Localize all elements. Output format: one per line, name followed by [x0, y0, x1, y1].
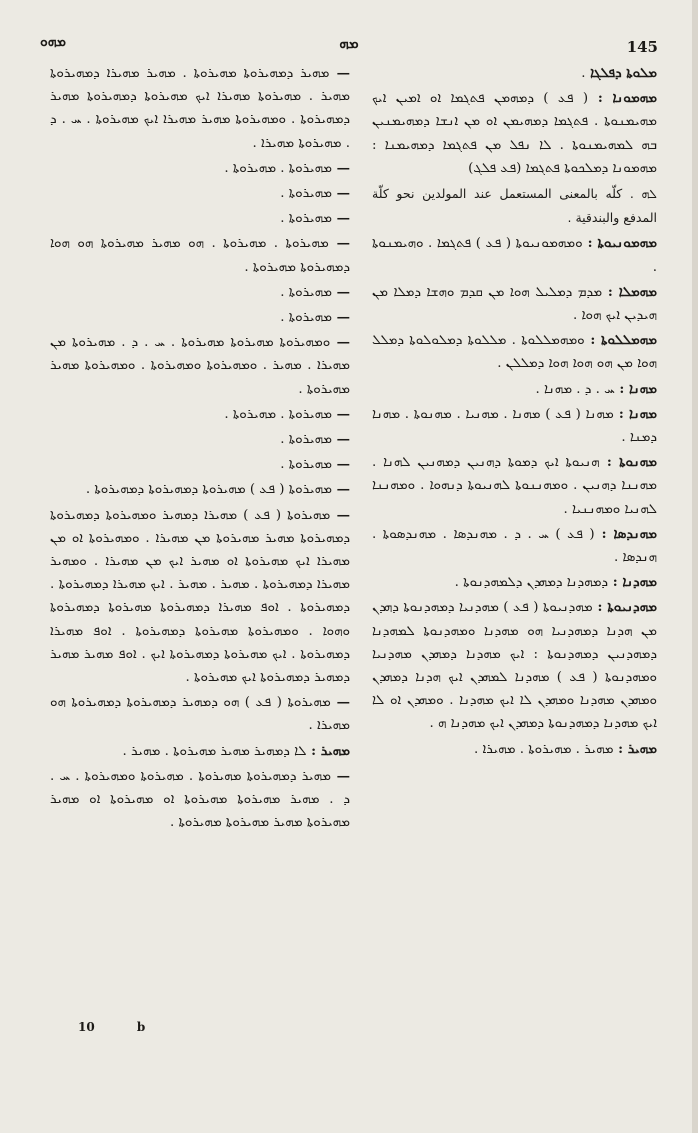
entry-definition: ܡܗܝܪ ܕܡܗܝܪܘܬܐ ܡܗܝܪܘܬܐ . ܡܗܝܪܘܬܐ ܘܡܗܝܪܘܬܐ . ܚ . ܕ . ܡܗܝܪ ܡܗܝܪܘܬܐ ܡܗܝܪܘܬܐ ܐܘ ܡܗܝܪܘܬܐ ܐܘ ܡܗܝܪ ܡܗܝܪܘܬܐ ܡܗܝܪ ܡܗܝܪܘܬܐ ܡܗܝܪܘܬܐ . [50, 768, 350, 831]
dictionary-entry [50, 281, 350, 304]
entry-definition: ܡܗܝܪܘܬܐ . ܡܗܝܪܘܬܐ . [224, 160, 332, 176]
entry-lemma: — [330, 334, 350, 351]
dictionary-entry [50, 331, 350, 401]
entry-lemma: — [330, 694, 350, 711]
entry-definition: ܘܡܗܝܪܘܬܐ ܡܗܝܪܘܬܐ ܡܗܝܪܘܬܐ . ܚ . ܕ . ܡܗܝܪܘܬܐ ܡܢ ܡܗܝܪܐ . ܡܗܝܪ . ܘܡܗܝܪܘܬܐ ܘܡܗܝܪܘܬܐ . ܘܡܗܝܪܘܬܐ ܡܗܝܪ ܡܗܝܪܘܬܐ . [50, 335, 350, 397]
entry-lemma: — [331, 159, 350, 176]
dictionary-entry [50, 691, 350, 737]
entry-definition: ( ܦܥ ) ܕܡܗܡܢ ܦܬܓܡܐ ܐܘ ܐܡܝܢ ܐܝܟ ܡܗܝܡܢܘܬܐ . ܦܬܓܡܐ ܕܡܗܝܡܢ ܐܘ ܡܢ ܐܢܫܐ ܕܡܗܝܡܢܝܢ ܒܗ ܠܡܗܝܡܢܘܬܐ . ܠܐ ܢܦܠ ܡܢ ܦܬܓܡܐ ܕܡܗܝܡܢܐ : ܡܗܡܘܢܐ ܕܡܠܟܘܬܐ ܦܬܓܡܐ (ܦܥ ܦܠܓ) [372, 91, 657, 176]
entry-definition: ܡܗܝܪܘܬܐ . [280, 284, 332, 300]
entry-definition: ܡܕܡ ܕܡܠܝܠ ܗܘܐ ܡܢ ܩܕܡ ܘܗܫܐ ܕܡܠܐ ܡܢ ܗܝܕܝܢ ܐܝܟ ܗܘܐ . [372, 284, 657, 324]
left-column [50, 62, 350, 837]
entry-definition: ܡܗܢܐ ( ܦܥ ) ܡܗܢܐ . ܡܗܢܝܐ . ܡܗܢܘܬܐ . ܡܗܢܐ ܕܡܢܐ . [372, 406, 657, 446]
dictionary-entry [50, 207, 350, 230]
dictionary-entry [50, 765, 350, 835]
dictionary-entry [372, 596, 657, 735]
dictionary-entry [50, 62, 350, 155]
entry-lemma: ܡܗܕܢܝܘܬܐ : [592, 599, 657, 616]
page-header [40, 34, 658, 58]
dictionary-entry [50, 403, 350, 426]
page-footer [78, 1020, 183, 1034]
entry-definition: ܡܗܝܪܘܬܐ . [280, 432, 332, 448]
dictionary-entry [372, 738, 657, 761]
dictionary-entry [372, 232, 657, 278]
entry-lemma: ܡܗܡܘܢܝܘܬܐ : [582, 235, 657, 252]
arabic-gloss: ܠܗ . كلّه بالمعنى المستعمل عند المولدين نحو كلّة المدفع والبندقية . [372, 186, 657, 226]
dictionary-entry [50, 453, 350, 476]
entry-definition: ܗܢܝܘܬܐ ܐܝܟ ܕܡܘܬܐ ܕܗܢܝܢ ܕܡܗܢܝܢ ܠܗܢܐ . ܡܗܢܢܐ ܕܗܢܝܢ . ܘܡܗܢܢܘܬܐ ܠܗܢܝܘܬܐ ܕܢܗܘܐ . ܘܡܗܢܢܐ ܠܗܢܝܐ ܘܡܗܢܢܝܐ . [372, 455, 657, 517]
dictionary-entry [372, 571, 657, 594]
entry-definition: ܡܗܝܪܘܬܐ . [280, 457, 332, 473]
entry-lemma: ܡܗܢܐ : [613, 405, 658, 422]
entry-definition: ܡܗܝܪܘܬܐ . ܡܗܝܪܘܬܐ . [224, 406, 332, 422]
dictionary-entry [372, 403, 657, 449]
entry-lemma: ܡܗܡܠܐ : [602, 283, 657, 300]
entry-lemma: ܡܗܢܐ : [614, 380, 657, 397]
entry-lemma: — [328, 235, 350, 252]
entry-definition: ܡܗܝܪܘܬܐ ( ܦܥ ) ܡܗܝܪܐ ܕܡܗܝܪ ܘܡܗܝܪܘܬܐ ܕܡܗܝܪܘܬܐ ܕܡܗܝܪܘܬܐ ܡܗܝܪ ܡܗܝܪܘܬܐ ܡܢ ܡܗܝܪܐ . ܘܡܗܝܪܘܬܐ ܐܘ ܡܢ ܡܗܝܪܐ ܐܝܟ ܡܗܝܪܘܬܐ ܐܘ ܡܗܝܪ ܐܝܟ ܡܢ ܡܗܝܪܐ . ܘܡܗܝܪ ܡܗܝܪܐ ܕܡܗܝܪܘܬܐ . ܡܗܝܪ . ܡܗܝܪ . ܐܝܟ ܡܗܝܪܐ ܕܡܗܝܪܘܬܐ . ܕܡܗܝܪܘܬܐ . ܐܘܦ ܡܗܝܪܐ ܕܡܗܝܪܘܬܐ ܡܗܝܪܘܬܐ ܕܡܗܝܪܘܬܐ ܘܗܘܐ . ܘܡܗܝܪܘܬܐ ܡܗܝܪܘܬܐ ܕܡܗܝܪܘܬܐ . ܐܘܦ ܡܗܝܪܐ ܕܡܗܝܪܘܬܐ . ܐܝܟ ܡܗܝܪܘܬܐ ܕܡܗܝܪܘܬܐ ܐܝܟ . ܐܘܦ ܡܗܝܪ ܡܗܝܪ ܕܡܗܝܪ ܕܡܗܝܪܘܬܐ ܐܝܟ ܡܗܝܪܘܬܐ . [50, 507, 350, 686]
entry-definition: ܡܗܝܪ ܕܡܗܝܪܘܬܐ ܡܗܝܪܘܬܐ . ܡܗܝܪ ܡܗܝܪܐ ܕܡܗܝܪܘܬܐ ܡܗܝܪ . ܡܗܝܪܘܬܐ ܡܗܝܪܐ ܐܝܟ ܡܗܝܪܘܬܐ ܕܡܗܝܪܘܬܐ ܡܗܝܪ ܕܡܗܝܪܘܬܐ . ܘܡܗܝܪܘܬܐ ܡܗܝܪ ܡܗܝܪܐ ܐܝܟ ܡܗܝܪܘܬܐ . ܚ . ܕ . ܡܗܝܪܘܬܐ ܡܗܝܪܐ . [50, 66, 350, 151]
dictionary-entry [50, 478, 350, 501]
entry-definition: ܠܐ ܕܡܗܝܪ ܡܗܝܪ ܡܗܝܪܘܬܐ . ܡܗܝܪ . [122, 743, 307, 759]
dictionary-entry [372, 87, 657, 180]
entry-definition: ܡܗܝܪܘܬܐ . [280, 211, 332, 227]
dictionary-entry [372, 182, 657, 230]
entry-lemma: ܡܗܡܠܠܘܬܐ : [584, 332, 657, 349]
dictionary-entry [50, 504, 350, 690]
running-head-center: ܡܗ [339, 34, 359, 52]
dictionary-entry [50, 157, 350, 180]
page-number: 145 [626, 38, 658, 56]
entry-lemma: ܡܗܢܕܣܐ : [594, 525, 657, 542]
dictionary-entry [50, 306, 350, 329]
entry-definition: ܡܗܝܪܘܬܐ . [280, 186, 332, 202]
dictionary-entry [372, 62, 657, 85]
entry-definition: ܕܡܗܕܢܐ ܕܡܗܕܢ ܕܠܡܗܕܢܘܬܐ . [454, 575, 609, 591]
entry-lemma: — [331, 283, 350, 300]
entry-lemma: ܡܗܢܘܬܐ : [599, 454, 657, 471]
entry-lemma: — [331, 431, 350, 448]
entry-definition: ܡܗܝܪܘܬܐ ( ܦܥ ) ܗܘ ܕܡܗܝܪ ܕܡܗܝܪܘܬܐ ܕܡܗܝܪܘܬܐ ܗܘ ܡܗܝܪܐ . [50, 695, 350, 734]
entry-definition: ܡܗܕܢܝܘܬܐ ( ܦܥ ) ܡܗܕܢܝܐ ܕܡܗܕܢܘܬܐ ܕܗܕܢ ܡܢ ܗܕܢܐ ܕܡܗܕܢܝܐ ܗܘ ܡܗܕܢܐ ܘܡܗܕܢܘܬܐ ܠܡܗܕܢܐ ܕܡܗܕܢܝܢ ܕܡܗܕܢܘܬܐ : ܐܝܟ ܡܗܕܢܐ ܕܡܗܕܢ ܡܗܕܢܝܐ ܘܡܗܕܢܘܬܐ ( ܦܥ ) ܡܗܕܢܐ ܠܡܗܕܢ ܐܝܟ ܗܕܢܐ ܕܡܗܕܢ ܘܡܗܕܢ ܡܗܕܢܐ ܘܡܗܕܢ ܠܐ ܐܝܟ ܡܗܕܢܐ . ܘܡܗܕܢ ܐܘ ܠܐ ܐܝܟ ܡܗܕܢܐ ܕܡܗܕܢܘܬܐ ܕܡܗܕܢ ܐܝܟ ܡܗܕܢܐ ܗ . [372, 600, 657, 732]
page-edge [692, 0, 698, 1133]
entry-lemma: — [331, 210, 350, 227]
dictionary-entry [372, 378, 657, 401]
signature-number: 10 [78, 1020, 95, 1034]
entry-definition: ܡܗܝܪܘܬܐ . ܡܗܝܪܘܬܐ . ܗܘ ܡܗܝܪ ܡܗܝܪܘܬܐ ܗܘ ܗܘܐ ܕܡܗܝܪܘܬܐ ܡܗܝܪܘܬܐ . [50, 236, 350, 275]
entry-definition: ܡܗܝܪ . ܡܗܝܪܘܬܐ . ܡܗܝܪܐ . [473, 741, 614, 757]
entry-definition: ( ܦܥ ) ܚ . ܕ . ܡܗܢܕܣܐ . ܡܗܢܕܣܘܬܐ . ܗܢܕܣܐ . [372, 526, 657, 566]
entry-definition: ܘܡܗܡܠܠܘܬܐ . ܡܠܠܘܬܐ ܕܡܠܘܠܘܬܐ ܕܡܠܠ ܗܘܐ ܡܢ ܗܘ ܗܘܐ ܗܘܐ ܕܡܠܠܢ . [372, 333, 657, 372]
dictionary-entry [372, 281, 657, 327]
running-head-left: ܡܗܘ [40, 34, 66, 50]
entry-lemma: — [331, 405, 350, 422]
entry-lemma: ܡܗܝܪ : [613, 740, 657, 757]
entry-definition: ܘܡܗܡܘܢܝܘܬܐ ( ܦܥ ) ܦܬܓܡܐ . ܘܗܝܡܢܘܬܐ . [372, 236, 657, 275]
entry-lemma: ܡܗܝܪ : [306, 742, 350, 759]
entry-lemma: ܡܗܕܢܐ : [608, 574, 657, 591]
entry-lemma: — [330, 506, 350, 523]
entry-lemma: — [331, 481, 350, 498]
dictionary-entry [50, 428, 350, 451]
dictionary-entry [50, 232, 350, 278]
entry-definition: ܡܗܝܪܘܬܐ . [280, 310, 332, 326]
entry-lemma: ܡܗܡܘܢܐ : [588, 90, 657, 107]
entry-lemma: — [331, 185, 350, 202]
entry-lemma: — [331, 456, 350, 473]
dictionary-entry [50, 740, 350, 763]
dictionary-entry [372, 329, 657, 375]
entry-lemma: ܡܠܘܬܐ ܕܦܠܓܐ [585, 65, 657, 81]
entry-definition: ܡܗܝܪܘܬܐ ( ܦܥ ) ܡܗܝܪܘܬܐ ܕܡܗܝܪܘܬܐ ܕܡܗܝܪܘܬܐ . [85, 482, 332, 498]
entry-lemma: — [330, 767, 350, 784]
entry-lemma: — [331, 309, 350, 326]
dictionary-entry [50, 182, 350, 205]
dictionary-entry [372, 451, 657, 521]
dictionary-entry [372, 523, 657, 569]
signature-letter: b [136, 1020, 146, 1034]
right-column [372, 62, 657, 763]
entry-definition: . [581, 66, 586, 81]
entry-definition: ܚ . ܕ . ܡܗܢܐ . [535, 381, 615, 397]
entry-lemma: — [329, 65, 350, 81]
